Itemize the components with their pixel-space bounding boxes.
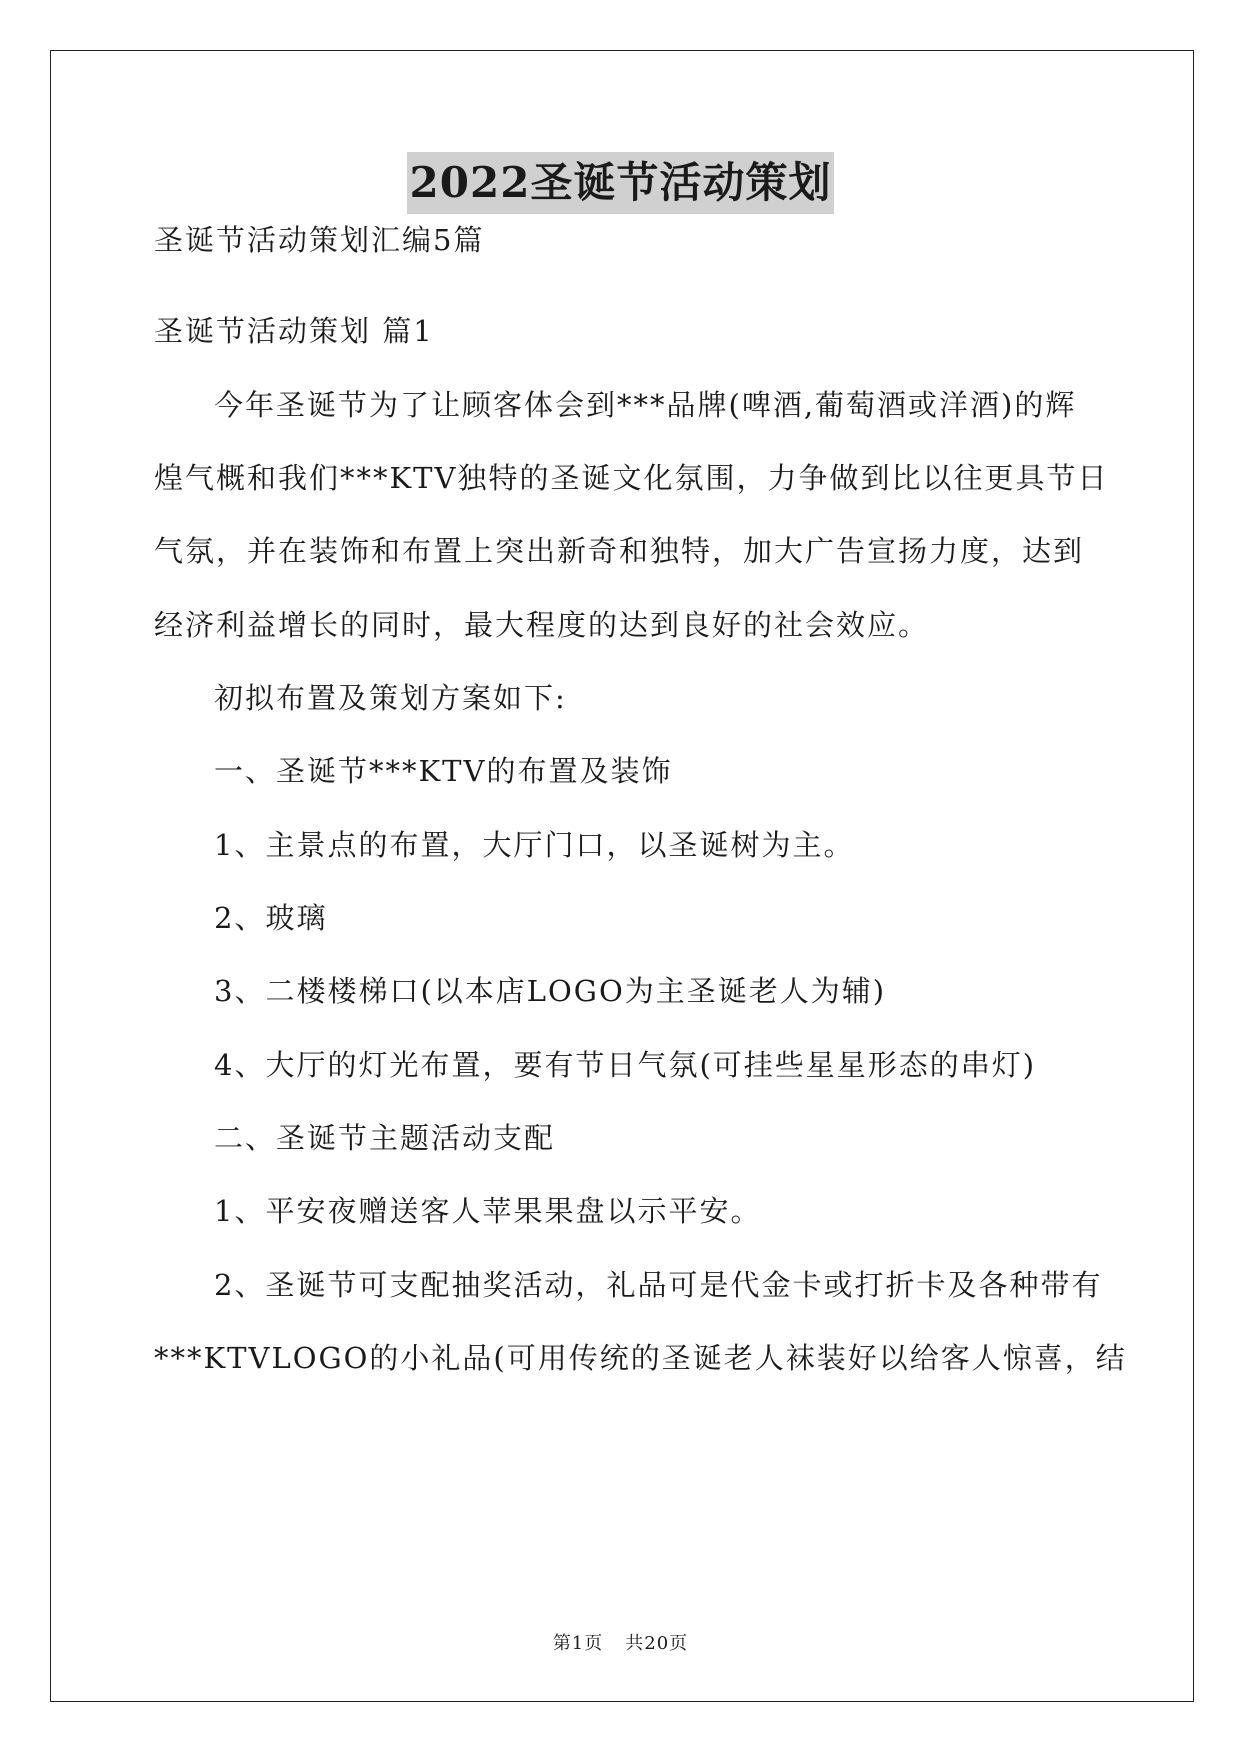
section-heading-article-1: 圣诞节活动策划 篇1 xyxy=(154,314,434,348)
list-item-main-spot: 1、主景点的布置，大厅门口，以圣诞树为主。 xyxy=(214,828,855,862)
paragraph-intro-line-4: 经济利益增长的同时，最大程度的达到良好的社会效应。 xyxy=(154,608,930,642)
page-border xyxy=(50,50,1194,1702)
page-total: 共20页 xyxy=(625,1633,689,1654)
paragraph-intro-line-1: 今年圣诞节为了让顾客体会到***品牌(啤酒,葡萄酒或洋酒)的辉 xyxy=(214,388,1077,422)
paragraph-intro-line-3: 气氛，并在装饰和布置上突出新奇和独特，加大广告宣扬力度，达到 xyxy=(154,534,1085,568)
plan-intro: 初拟布置及策划方案如下: xyxy=(214,681,567,715)
section-heading-decoration: 一、圣诞节***KTV的布置及装饰 xyxy=(214,754,673,788)
page-footer xyxy=(0,1632,1241,1656)
list-item-lighting: 4、大厅的灯光布置，要有节日气氛(可挂些星星形态的串灯) xyxy=(214,1048,1037,1082)
title-wrap xyxy=(0,152,1241,214)
document-title: 2022圣诞节活动策划 xyxy=(407,152,835,214)
paragraph-intro-line-2: 煌气概和我们***KTV独特的圣诞文化氛围，力争做到比以往更具节日 xyxy=(154,461,1109,495)
subtitle-collection: 圣诞节活动策划汇编5篇 xyxy=(154,223,485,257)
list-item-glass: 2、玻璃 xyxy=(214,901,328,935)
list-item-apple-platter: 1、平安夜赠送客人苹果果盘以示平安。 xyxy=(214,1194,762,1228)
section-heading-activities: 二、圣诞节主题活动支配 xyxy=(214,1121,556,1155)
page-number: 第1页 xyxy=(552,1633,604,1654)
list-item-stairway: 3、二楼楼梯口(以本店LOGO为主圣诞老人为辅) xyxy=(214,974,887,1008)
list-item-lottery-line-2: ***KTVLOGO的小礼品(可用传统的圣诞老人袜装好以给客人惊喜，结 xyxy=(154,1341,1127,1375)
list-item-lottery-line-1: 2、圣诞节可支配抽奖活动，礼品可是代金卡或打折卡及各种带有 xyxy=(214,1268,1103,1302)
